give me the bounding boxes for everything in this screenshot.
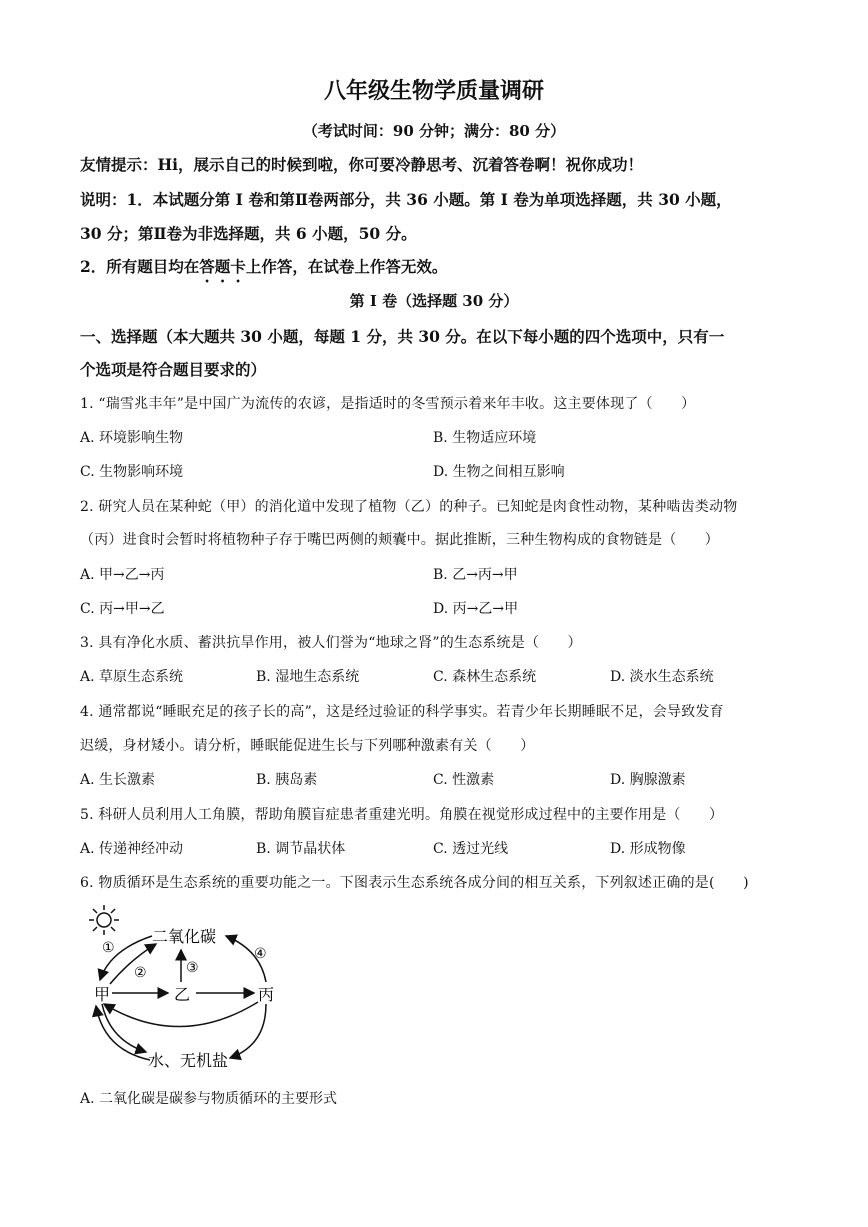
number-4: ④ <box>254 946 267 962</box>
exam-info: （考试时间：90 分钟；满分：80 分） <box>302 122 566 140</box>
q3-option-a: A. 草原生态系统 <box>80 669 184 685</box>
q1-option-b: B. 生物适应环境 <box>433 430 537 446</box>
arrow-bing-to-jia <box>104 1002 258 1027</box>
q2-option-d: D. 丙→乙→甲 <box>433 601 519 617</box>
desc-line-3 <box>80 255 447 286</box>
q5-option-c: C. 透过光线 <box>433 841 509 857</box>
question-3-stem: 3. 具有净化水质、蓄洪抗旱作用，被人们誉为“地球之肾”的生态系统是（ ） <box>80 635 582 651</box>
q4-option-b: B. 胰岛素 <box>256 772 318 788</box>
bing-label: 丙 <box>258 985 275 1004</box>
section-instruction-2: 个选项是符合题目要求的） <box>80 360 267 379</box>
question-2-stem-1: 2. 研究人员在某种蛇（甲）的消化道中发现了植物（乙）的种子。已知蛇是肉食性动物，某种啮齿类动物 <box>80 499 738 515</box>
answer-card-emphasis: 答题卡 <box>199 257 246 276</box>
section-instruction-1: 一、选择题（本大题共 30 小题，每题 1 分，共 30 分。在以下每小题的四个选项中，只有一 <box>80 327 725 346</box>
q2-option-a: A. 甲→乙→丙 <box>80 567 165 583</box>
q3-option-c: C. 森林生态系统 <box>433 669 537 685</box>
number-2: ② <box>134 965 147 981</box>
number-1: ① <box>102 940 115 956</box>
question-4-stem-1: 4. 通常都说“睡眠充足的孩子长的高”，这是经过验证的科学事实。若青少年长期睡眠不足，会导致发育 <box>80 704 724 720</box>
jia-label: 甲 <box>94 985 111 1004</box>
co2-label: 二氧化碳 <box>152 927 217 946</box>
q6-option-a: A. 二氧化碳是碳参与物质循环的主要形式 <box>80 1091 338 1107</box>
question-1-stem: 1. “瑞雪兆丰年”是中国广为流传的农谚，是指适时的冬雪预示着来年丰收。这主要体现了（ ） <box>80 396 696 412</box>
page-title: 八年级生物学质量调研 <box>323 78 544 104</box>
sun-icon <box>89 905 119 935</box>
ecosystem-diagram <box>80 900 300 1080</box>
question-4-stem-2: 迟缓，身材矮小。请分析，睡眠能促进生长与下列哪种激素有关（ ） <box>80 738 535 754</box>
q1-option-c: C. 生物影响环境 <box>80 464 184 480</box>
q5-option-b: B. 调节晶状体 <box>256 841 346 857</box>
arrow-jia-to-water <box>102 1004 146 1052</box>
yi-label: 乙 <box>174 985 191 1004</box>
desc-line-1: 说明：1．本试题分第 I 卷和第Ⅱ卷两部分，共 36 小题。第 I 卷为单项选择题，共 30 小题， <box>80 190 732 209</box>
arrow-jia-to-co2 <box>110 944 156 984</box>
desc-line-3-post: 上作答，在试卷上作答无效。 <box>245 257 448 276</box>
q4-option-c: C. 性激素 <box>433 772 495 788</box>
q2-option-b: B. 乙→丙→甲 <box>433 567 518 583</box>
number-3: ③ <box>186 960 199 976</box>
q3-option-d: D. 淡水生态系统 <box>610 669 714 685</box>
question-5-stem: 5. 科研人员利用人工角膜，帮助角膜盲症患者重建光明。角膜在视觉形成过程中的主要作用是（ ） <box>80 807 724 823</box>
tip-text: 友情提示：Hi，展示自己的时候到啦，你可要冷静思考、沉着答卷啊！祝你成功！ <box>80 155 644 174</box>
q4-option-d: D. 胸腺激素 <box>610 772 686 788</box>
q5-option-d: D. 形成物像 <box>610 841 686 857</box>
q4-option-a: A. 生长激素 <box>80 772 156 788</box>
question-6-stem: 6. 物质循环是生态系统的重要功能之一。下图表示生态系统各成分间的相互关系，下列叙述正确的是( ) <box>80 875 749 891</box>
desc-line-3-pre: 2．所有题目均在 <box>80 257 200 276</box>
q5-option-a: A. 传递神经冲动 <box>80 841 184 857</box>
arrow-bing-to-water <box>230 1004 266 1058</box>
q1-option-a: A. 环境影响生物 <box>80 430 184 446</box>
water-salt-label: 水、无机盐 <box>148 1051 229 1070</box>
q2-option-c: C. 丙→甲→乙 <box>80 601 165 617</box>
question-2-stem-2: （丙）进食时会暂时将植物种子存于嘴巴两侧的颊囊中。据此推断，三种生物构成的食物链是（ ） <box>80 532 719 548</box>
q1-option-d: D. 生物之间相互影响 <box>433 464 565 480</box>
desc-line-2: 30 分；第Ⅱ卷为非选择题，共 6 小题，50 分。 <box>80 224 417 243</box>
section-title: 第 I 卷（选择题 30 分） <box>349 292 519 310</box>
q3-option-b: B. 湿地生态系统 <box>256 669 360 685</box>
